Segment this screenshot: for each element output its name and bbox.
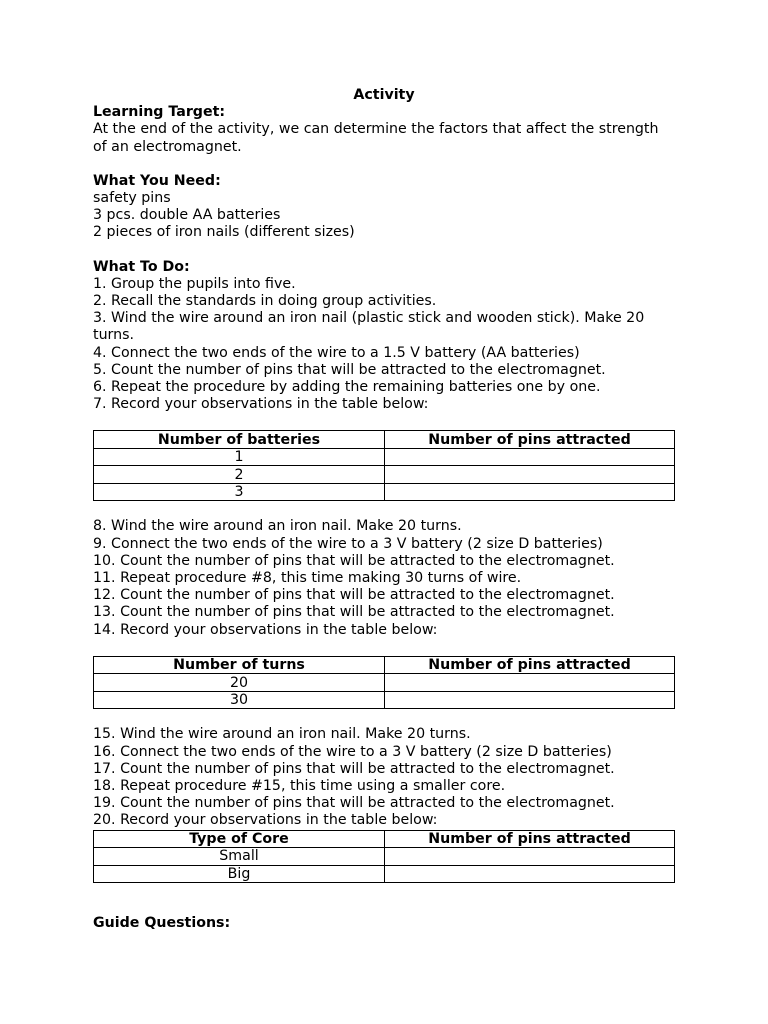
material-item: safety pins [93,190,171,207]
guide-questions-heading: Guide Questions: [93,915,231,932]
table-cell [385,674,675,692]
table-header-row [94,656,675,674]
learning-target-heading: Learning Target: [93,104,226,121]
table-cell [385,448,675,466]
procedure-step: 12. Count the number of pins that will be attracted to the electromagnet. [93,587,615,604]
procedure-step: 3. Wind the wire around an iron nail (plastic stick and wooden stick). Make 20 turns. [93,310,645,344]
table-cell [385,691,675,709]
page-title: Activity [353,87,415,103]
table-row [94,466,675,484]
procedure-step: 4. Connect the two ends of the wire to a 1.5 V battery (AA batteries) [93,344,580,361]
table-cell: Big [94,865,385,883]
procedure-step: 16. Connect the two ends of the wire to a 3 V battery (2 size D batteries) [93,743,612,760]
table-cell [385,848,675,866]
procedure-step: 20. Record your observations in the table below: [93,812,438,829]
column-header: Number of turns [94,656,385,674]
column-header: Number of pins attracted [385,830,675,848]
core-observation-table [93,830,675,884]
procedure-step: 19. Count the number of pins that will be attracted to the electromagnet. [93,795,615,812]
column-header: Number of pins attracted [385,656,675,674]
procedure-step: 17. Count the number of pins that will be attracted to the electromagnet. [93,760,615,777]
table-row [94,691,675,709]
table-row [94,448,675,466]
table-cell: 20 [94,674,385,692]
table-cell [385,466,675,484]
procedure-step: 7. Record your observations in the table below: [93,396,429,413]
table-cell: 1 [94,448,385,466]
turns-observation-table [93,656,675,710]
procedure-step: 14. Record your observations in the table below: [93,621,438,638]
document-content [93,87,675,932]
procedure-step: 15. Wind the wire around an iron nail. Make 20 turns. [93,726,471,743]
procedure-step: 13. Count the number of pins that will be attracted to the electromagnet. [93,604,615,621]
table-row [94,483,675,501]
procedure-step: 9. Connect the two ends of the wire to a 3 V battery (2 size D batteries) [93,535,603,552]
procedure-step: 18. Repeat procedure #15, this time using a smaller core. [93,777,506,794]
procedure-step: 6. Repeat the procedure by adding the remaining batteries one by one. [93,379,601,396]
table-cell: Small [94,848,385,866]
procedure-step: 1. Group the pupils into five. [93,275,296,292]
table-cell [385,865,675,883]
what-to-do-heading: What To Do: [93,258,190,275]
table-cell: 30 [94,691,385,709]
column-header: Type of Core [94,830,385,848]
material-item: 2 pieces of iron nails (different sizes) [93,224,355,241]
table-row [94,848,675,866]
table-row [94,865,675,883]
table-cell: 2 [94,466,385,484]
table-header-row [94,431,675,449]
procedure-step: 5. Count the number of pins that will be attracted to the electromagnet. [93,361,606,378]
procedure-step: 10. Count the number of pins that will be attracted to the electromagnet. [93,552,615,569]
procedure-step: 2. Recall the standards in doing group activities. [93,293,437,310]
table-header-row [94,830,675,848]
table-cell [385,483,675,501]
table-cell: 3 [94,483,385,501]
what-you-need-heading: What You Need: [93,172,221,189]
material-item: 3 pcs. double AA batteries [93,207,281,224]
column-header: Number of pins attracted [385,431,675,449]
learning-target-text: At the end of the activity, we can determine the factors that affect the strength of an electromagnet. [93,121,659,155]
procedure-step: 11. Repeat procedure #8, this time making 30 turns of wire. [93,570,522,587]
table-row [94,674,675,692]
batteries-observation-table [93,430,675,501]
procedure-step: 8. Wind the wire around an iron nail. Make 20 turns. [93,518,462,535]
column-header: Number of batteries [94,431,385,449]
